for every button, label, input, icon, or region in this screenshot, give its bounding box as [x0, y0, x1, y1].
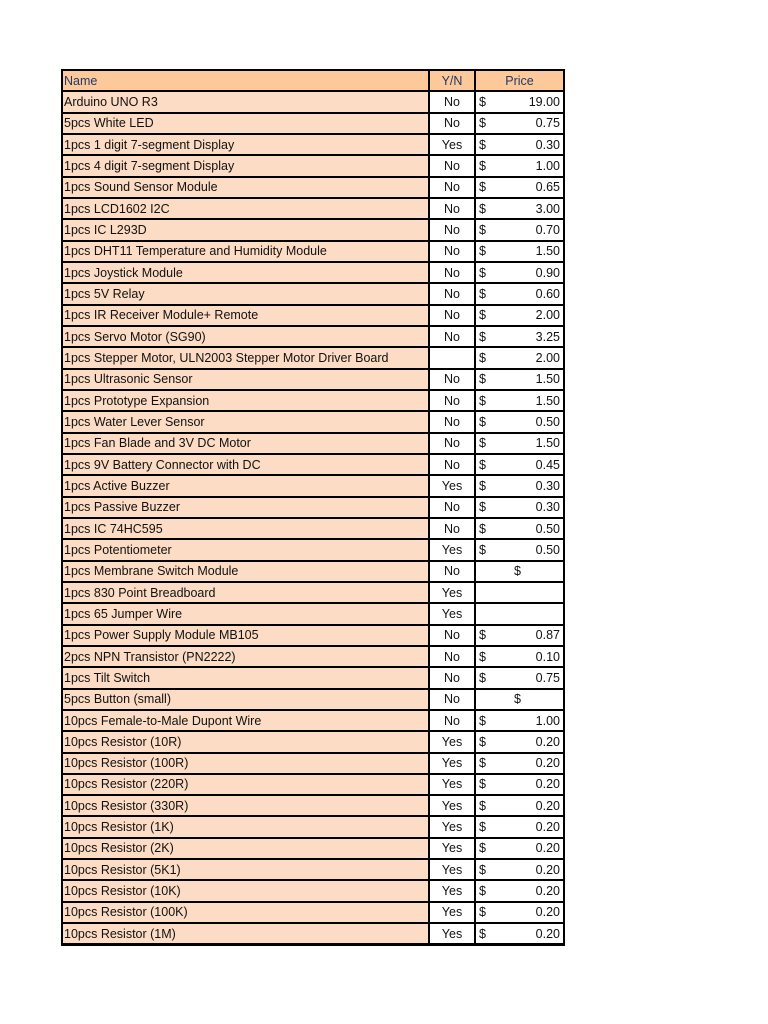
- price-amount: 0.20: [535, 798, 560, 813]
- item-name-cell[interactable]: 1pcs Water Lever Sensor: [63, 412, 430, 431]
- item-name-cell[interactable]: 1pcs Sound Sensor Module: [63, 178, 430, 197]
- price-amount: 0.30: [535, 478, 560, 493]
- yn-cell[interactable]: No: [430, 263, 476, 282]
- item-name-cell[interactable]: 10pcs Resistor (1K): [63, 817, 430, 836]
- table-row[interactable]: [63, 775, 563, 796]
- currency-symbol: $: [479, 158, 486, 173]
- price-amount: 0.50: [535, 521, 560, 536]
- price-cell[interactable]: [476, 754, 563, 773]
- price-amount: 0.20: [535, 734, 560, 749]
- price-amount: 0.87: [535, 628, 560, 643]
- price-amount: 0.90: [535, 265, 560, 280]
- price-amount: 1.50: [535, 372, 560, 387]
- table-row[interactable]: [63, 817, 563, 838]
- currency-symbol: $: [479, 905, 486, 920]
- item-name-cell[interactable]: 1pcs 830 Point Breadboard: [63, 583, 430, 602]
- table-row[interactable]: [63, 903, 563, 924]
- currency-symbol: $: [479, 180, 486, 195]
- item-name-cell[interactable]: 10pcs Resistor (100K): [63, 903, 430, 922]
- price-cell[interactable]: [476, 156, 563, 175]
- header-price: Price: [476, 71, 563, 90]
- yn-cell[interactable]: Yes: [430, 135, 476, 154]
- price-cell[interactable]: [476, 583, 563, 602]
- currency-symbol: $: [479, 222, 486, 237]
- currency-symbol: $: [479, 756, 486, 771]
- yn-cell[interactable]: Yes: [430, 881, 476, 900]
- price-amount: 0.20: [535, 884, 560, 899]
- table-row[interactable]: [63, 199, 563, 220]
- price-cell[interactable]: [476, 881, 563, 900]
- item-name-cell[interactable]: 1pcs Prototype Expansion: [63, 391, 430, 410]
- table-row[interactable]: [63, 604, 563, 625]
- yn-cell[interactable]: No: [430, 562, 476, 581]
- table-row[interactable]: [63, 583, 563, 604]
- table-row[interactable]: [63, 690, 563, 711]
- currency-symbol: $: [479, 137, 486, 152]
- price-cell[interactable]: [476, 924, 563, 943]
- yn-cell[interactable]: No: [430, 220, 476, 239]
- currency-symbol: $: [479, 734, 486, 749]
- yn-cell[interactable]: No: [430, 284, 476, 303]
- item-name-cell[interactable]: 1pcs 4 digit 7-segment Display: [63, 156, 430, 175]
- yn-cell[interactable]: No: [430, 306, 476, 325]
- currency-symbol: $: [479, 884, 486, 899]
- table-row[interactable]: [63, 455, 563, 476]
- currency-symbol: $: [479, 820, 486, 835]
- item-name-cell[interactable]: 1pcs Power Supply Module MB105: [63, 626, 430, 645]
- currency-symbol: $: [479, 350, 486, 365]
- price-amount: 2.00: [535, 350, 560, 365]
- table-row[interactable]: [63, 156, 563, 177]
- table-row[interactable]: [63, 306, 563, 327]
- price-cell[interactable]: [476, 540, 563, 559]
- price-cell[interactable]: [476, 306, 563, 325]
- price-amount: 0.75: [535, 116, 560, 131]
- yn-cell[interactable]: No: [430, 199, 476, 218]
- price-cell[interactable]: [476, 199, 563, 218]
- item-name-cell[interactable]: 1pcs Tilt Switch: [63, 668, 430, 687]
- item-name-cell[interactable]: 10pcs Resistor (220R): [63, 775, 430, 794]
- table-row[interactable]: [63, 220, 563, 241]
- item-name-cell[interactable]: 1pcs IC L293D: [63, 220, 430, 239]
- price-cell[interactable]: [476, 562, 563, 581]
- yn-cell[interactable]: Yes: [430, 476, 476, 495]
- price-amount: 0.50: [535, 414, 560, 429]
- table-row[interactable]: [63, 796, 563, 817]
- yn-cell[interactable]: No: [430, 370, 476, 389]
- price-amount: 0.20: [535, 820, 560, 835]
- yn-cell[interactable]: Yes: [430, 860, 476, 879]
- table-row[interactable]: [63, 242, 563, 263]
- yn-cell[interactable]: No: [430, 455, 476, 474]
- price-amount: 3.00: [535, 201, 560, 216]
- item-name-cell[interactable]: 1pcs 9V Battery Connector with DC: [63, 455, 430, 474]
- item-name-cell[interactable]: 10pcs Female-to-Male Dupont Wire: [63, 711, 430, 730]
- item-name-cell[interactable]: 1pcs Potentiometer: [63, 540, 430, 559]
- yn-cell[interactable]: No: [430, 327, 476, 346]
- price-cell[interactable]: [476, 391, 563, 410]
- price-cell[interactable]: [476, 519, 563, 538]
- price-amount: 0.20: [535, 926, 560, 941]
- yn-cell[interactable]: No: [430, 156, 476, 175]
- yn-cell[interactable]: Yes: [430, 924, 476, 943]
- price-cell[interactable]: [476, 775, 563, 794]
- price-cell[interactable]: [476, 817, 563, 836]
- table-row[interactable]: [63, 412, 563, 433]
- table-row[interactable]: [63, 626, 563, 647]
- yn-cell[interactable]: No: [430, 434, 476, 453]
- price-cell[interactable]: [476, 327, 563, 346]
- currency-symbol: $: [479, 329, 486, 344]
- yn-cell[interactable]: [430, 348, 476, 367]
- price-cell[interactable]: [476, 135, 563, 154]
- item-name-cell[interactable]: 1pcs 5V Relay: [63, 284, 430, 303]
- table-row[interactable]: [63, 519, 563, 540]
- yn-cell[interactable]: No: [430, 92, 476, 111]
- yn-cell[interactable]: Yes: [430, 540, 476, 559]
- price-cell[interactable]: [476, 604, 563, 623]
- currency-symbol: $: [514, 564, 521, 579]
- header-yn: Y/N: [430, 71, 476, 90]
- yn-cell[interactable]: No: [430, 391, 476, 410]
- item-name-cell[interactable]: 1pcs Active Buzzer: [63, 476, 430, 495]
- currency-symbol: $: [479, 841, 486, 856]
- table-row[interactable]: [63, 562, 563, 583]
- table-row[interactable]: [63, 263, 563, 284]
- price-cell[interactable]: [476, 242, 563, 261]
- yn-cell[interactable]: Yes: [430, 732, 476, 751]
- item-name-cell[interactable]: 10pcs Resistor (10K): [63, 881, 430, 900]
- yn-cell[interactable]: No: [430, 626, 476, 645]
- yn-cell[interactable]: No: [430, 178, 476, 197]
- item-name-cell[interactable]: 10pcs Resistor (2K): [63, 839, 430, 858]
- yn-cell[interactable]: No: [430, 114, 476, 133]
- currency-symbol: $: [479, 542, 486, 557]
- table-row[interactable]: [63, 476, 563, 497]
- table-row[interactable]: [63, 540, 563, 561]
- price-cell[interactable]: [476, 626, 563, 645]
- price-cell[interactable]: [476, 455, 563, 474]
- currency-symbol: $: [479, 116, 486, 131]
- price-amount: 1.50: [535, 436, 560, 451]
- currency-symbol: $: [479, 393, 486, 408]
- currency-symbol: $: [479, 372, 486, 387]
- table-row[interactable]: [63, 348, 563, 369]
- item-name-cell[interactable]: 1pcs IC 74HC595: [63, 519, 430, 538]
- price-amount: 2.00: [535, 308, 560, 323]
- table-row[interactable]: [63, 135, 563, 156]
- item-name-cell[interactable]: 10pcs Resistor (10R): [63, 732, 430, 751]
- currency-symbol: $: [514, 692, 521, 707]
- price-cell[interactable]: [476, 92, 563, 111]
- currency-symbol: $: [479, 628, 486, 643]
- price-amount: 0.60: [535, 286, 560, 301]
- currency-symbol: $: [479, 670, 486, 685]
- price-amount: 0.20: [535, 756, 560, 771]
- price-amount: 19.00: [528, 94, 560, 109]
- item-name-cell[interactable]: 1pcs 1 digit 7-segment Display: [63, 135, 430, 154]
- item-name-cell[interactable]: 1pcs LCD1602 I2C: [63, 199, 430, 218]
- item-name-cell[interactable]: 10pcs Resistor (5K1): [63, 860, 430, 879]
- price-amount: 0.20: [535, 841, 560, 856]
- table-row[interactable]: [63, 370, 563, 391]
- yn-cell[interactable]: Yes: [430, 903, 476, 922]
- price-cell[interactable]: [476, 114, 563, 133]
- item-name-cell[interactable]: 1pcs IR Receiver Module+ Remote: [63, 306, 430, 325]
- item-name-cell[interactable]: 2pcs NPN Transistor (PN2222): [63, 647, 430, 666]
- header-row: [63, 71, 563, 92]
- table-row[interactable]: [63, 391, 563, 412]
- item-name-cell[interactable]: 1pcs Ultrasonic Sensor: [63, 370, 430, 389]
- item-name-cell[interactable]: 1pcs Joystick Module: [63, 263, 430, 282]
- item-name-cell[interactable]: 1pcs DHT11 Temperature and Humidity Module: [63, 242, 430, 261]
- currency-symbol: $: [479, 265, 486, 280]
- item-name-cell[interactable]: 1pcs Passive Buzzer: [63, 498, 430, 517]
- price-cell[interactable]: [476, 903, 563, 922]
- currency-symbol: $: [479, 286, 486, 301]
- price-cell[interactable]: [476, 668, 563, 687]
- yn-cell[interactable]: No: [430, 519, 476, 538]
- item-name-cell[interactable]: 1pcs Membrane Switch Module: [63, 562, 430, 581]
- item-name-cell[interactable]: 1pcs Stepper Motor, ULN2003 Stepper Motor Driver Board: [63, 348, 430, 367]
- price-amount: 3.25: [535, 329, 560, 344]
- yn-cell[interactable]: Yes: [430, 796, 476, 815]
- price-cell[interactable]: [476, 220, 563, 239]
- table-row[interactable]: [63, 732, 563, 753]
- table-row[interactable]: [63, 668, 563, 689]
- table-row[interactable]: [63, 114, 563, 135]
- item-name-cell[interactable]: 1pcs Servo Motor (SG90): [63, 327, 430, 346]
- yn-cell[interactable]: No: [430, 668, 476, 687]
- yn-cell[interactable]: Yes: [430, 775, 476, 794]
- currency-symbol: $: [479, 798, 486, 813]
- price-cell[interactable]: [476, 434, 563, 453]
- yn-cell[interactable]: No: [430, 711, 476, 730]
- price-amount: 0.65: [535, 180, 560, 195]
- currency-symbol: $: [479, 649, 486, 664]
- table-row[interactable]: [63, 754, 563, 775]
- currency-symbol: $: [479, 500, 486, 515]
- table-row[interactable]: [63, 178, 563, 199]
- table-row[interactable]: [63, 711, 563, 732]
- item-name-cell[interactable]: 1pcs 65 Jumper Wire: [63, 604, 430, 623]
- yn-cell[interactable]: Yes: [430, 604, 476, 623]
- price-amount: 0.20: [535, 862, 560, 877]
- price-amount: 0.45: [535, 457, 560, 472]
- price-amount: 0.70: [535, 222, 560, 237]
- price-amount: 1.00: [535, 158, 560, 173]
- price-cell[interactable]: [476, 178, 563, 197]
- table-row[interactable]: [63, 924, 563, 945]
- price-amount: 0.50: [535, 542, 560, 557]
- currency-symbol: $: [479, 478, 486, 493]
- currency-symbol: $: [479, 926, 486, 941]
- currency-symbol: $: [479, 777, 486, 792]
- price-cell[interactable]: [476, 690, 563, 709]
- table-row[interactable]: [63, 327, 563, 348]
- price-amount: 1.50: [535, 244, 560, 259]
- table-row[interactable]: [63, 860, 563, 881]
- price-cell[interactable]: [476, 732, 563, 751]
- price-cell[interactable]: [476, 370, 563, 389]
- table-body: [63, 92, 563, 945]
- price-amount: 0.30: [535, 500, 560, 515]
- price-cell[interactable]: [476, 711, 563, 730]
- currency-symbol: $: [479, 244, 486, 259]
- currency-symbol: $: [479, 713, 486, 728]
- table-row[interactable]: [63, 647, 563, 668]
- item-name-cell[interactable]: 10pcs Resistor (330R): [63, 796, 430, 815]
- price-amount: 0.20: [535, 777, 560, 792]
- currency-symbol: $: [479, 436, 486, 451]
- yn-cell[interactable]: Yes: [430, 754, 476, 773]
- yn-cell[interactable]: Yes: [430, 839, 476, 858]
- price-amount: 1.50: [535, 393, 560, 408]
- yn-cell[interactable]: No: [430, 647, 476, 666]
- item-name-cell[interactable]: 10pcs Resistor (1M): [63, 924, 430, 943]
- currency-symbol: $: [479, 201, 486, 216]
- yn-cell[interactable]: No: [430, 412, 476, 431]
- table-row[interactable]: [63, 434, 563, 455]
- table-row[interactable]: [63, 881, 563, 902]
- price-cell[interactable]: [476, 839, 563, 858]
- table-row[interactable]: [63, 92, 563, 113]
- price-amount: 0.20: [535, 905, 560, 920]
- item-name-cell[interactable]: 1pcs Fan Blade and 3V DC Motor: [63, 434, 430, 453]
- table-row[interactable]: [63, 839, 563, 860]
- price-amount: 0.75: [535, 670, 560, 685]
- yn-cell[interactable]: No: [430, 690, 476, 709]
- price-cell[interactable]: [476, 498, 563, 517]
- item-name-cell[interactable]: 10pcs Resistor (100R): [63, 754, 430, 773]
- price-cell[interactable]: [476, 263, 563, 282]
- price-cell[interactable]: [476, 476, 563, 495]
- yn-cell[interactable]: Yes: [430, 817, 476, 836]
- currency-symbol: $: [479, 94, 486, 109]
- table-row[interactable]: [63, 498, 563, 519]
- price-amount: 0.10: [535, 649, 560, 664]
- currency-symbol: $: [479, 521, 486, 536]
- price-cell[interactable]: [476, 284, 563, 303]
- currency-symbol: $: [479, 862, 486, 877]
- price-cell[interactable]: [476, 647, 563, 666]
- price-cell[interactable]: [476, 348, 563, 367]
- item-name-cell[interactable]: 5pcs Button (small): [63, 690, 430, 709]
- price-cell[interactable]: [476, 796, 563, 815]
- parts-price-table: [61, 69, 565, 946]
- price-cell[interactable]: [476, 860, 563, 879]
- table-row[interactable]: [63, 284, 563, 305]
- yn-cell[interactable]: No: [430, 242, 476, 261]
- item-name-cell[interactable]: Arduino UNO R3: [63, 92, 430, 111]
- header-name: Name: [63, 71, 430, 90]
- yn-cell[interactable]: Yes: [430, 583, 476, 602]
- yn-cell[interactable]: No: [430, 498, 476, 517]
- currency-symbol: $: [479, 414, 486, 429]
- price-amount: 0.30: [535, 137, 560, 152]
- item-name-cell[interactable]: 5pcs White LED: [63, 114, 430, 133]
- price-cell[interactable]: [476, 412, 563, 431]
- currency-symbol: $: [479, 308, 486, 323]
- currency-symbol: $: [479, 457, 486, 472]
- price-amount: 1.00: [535, 713, 560, 728]
